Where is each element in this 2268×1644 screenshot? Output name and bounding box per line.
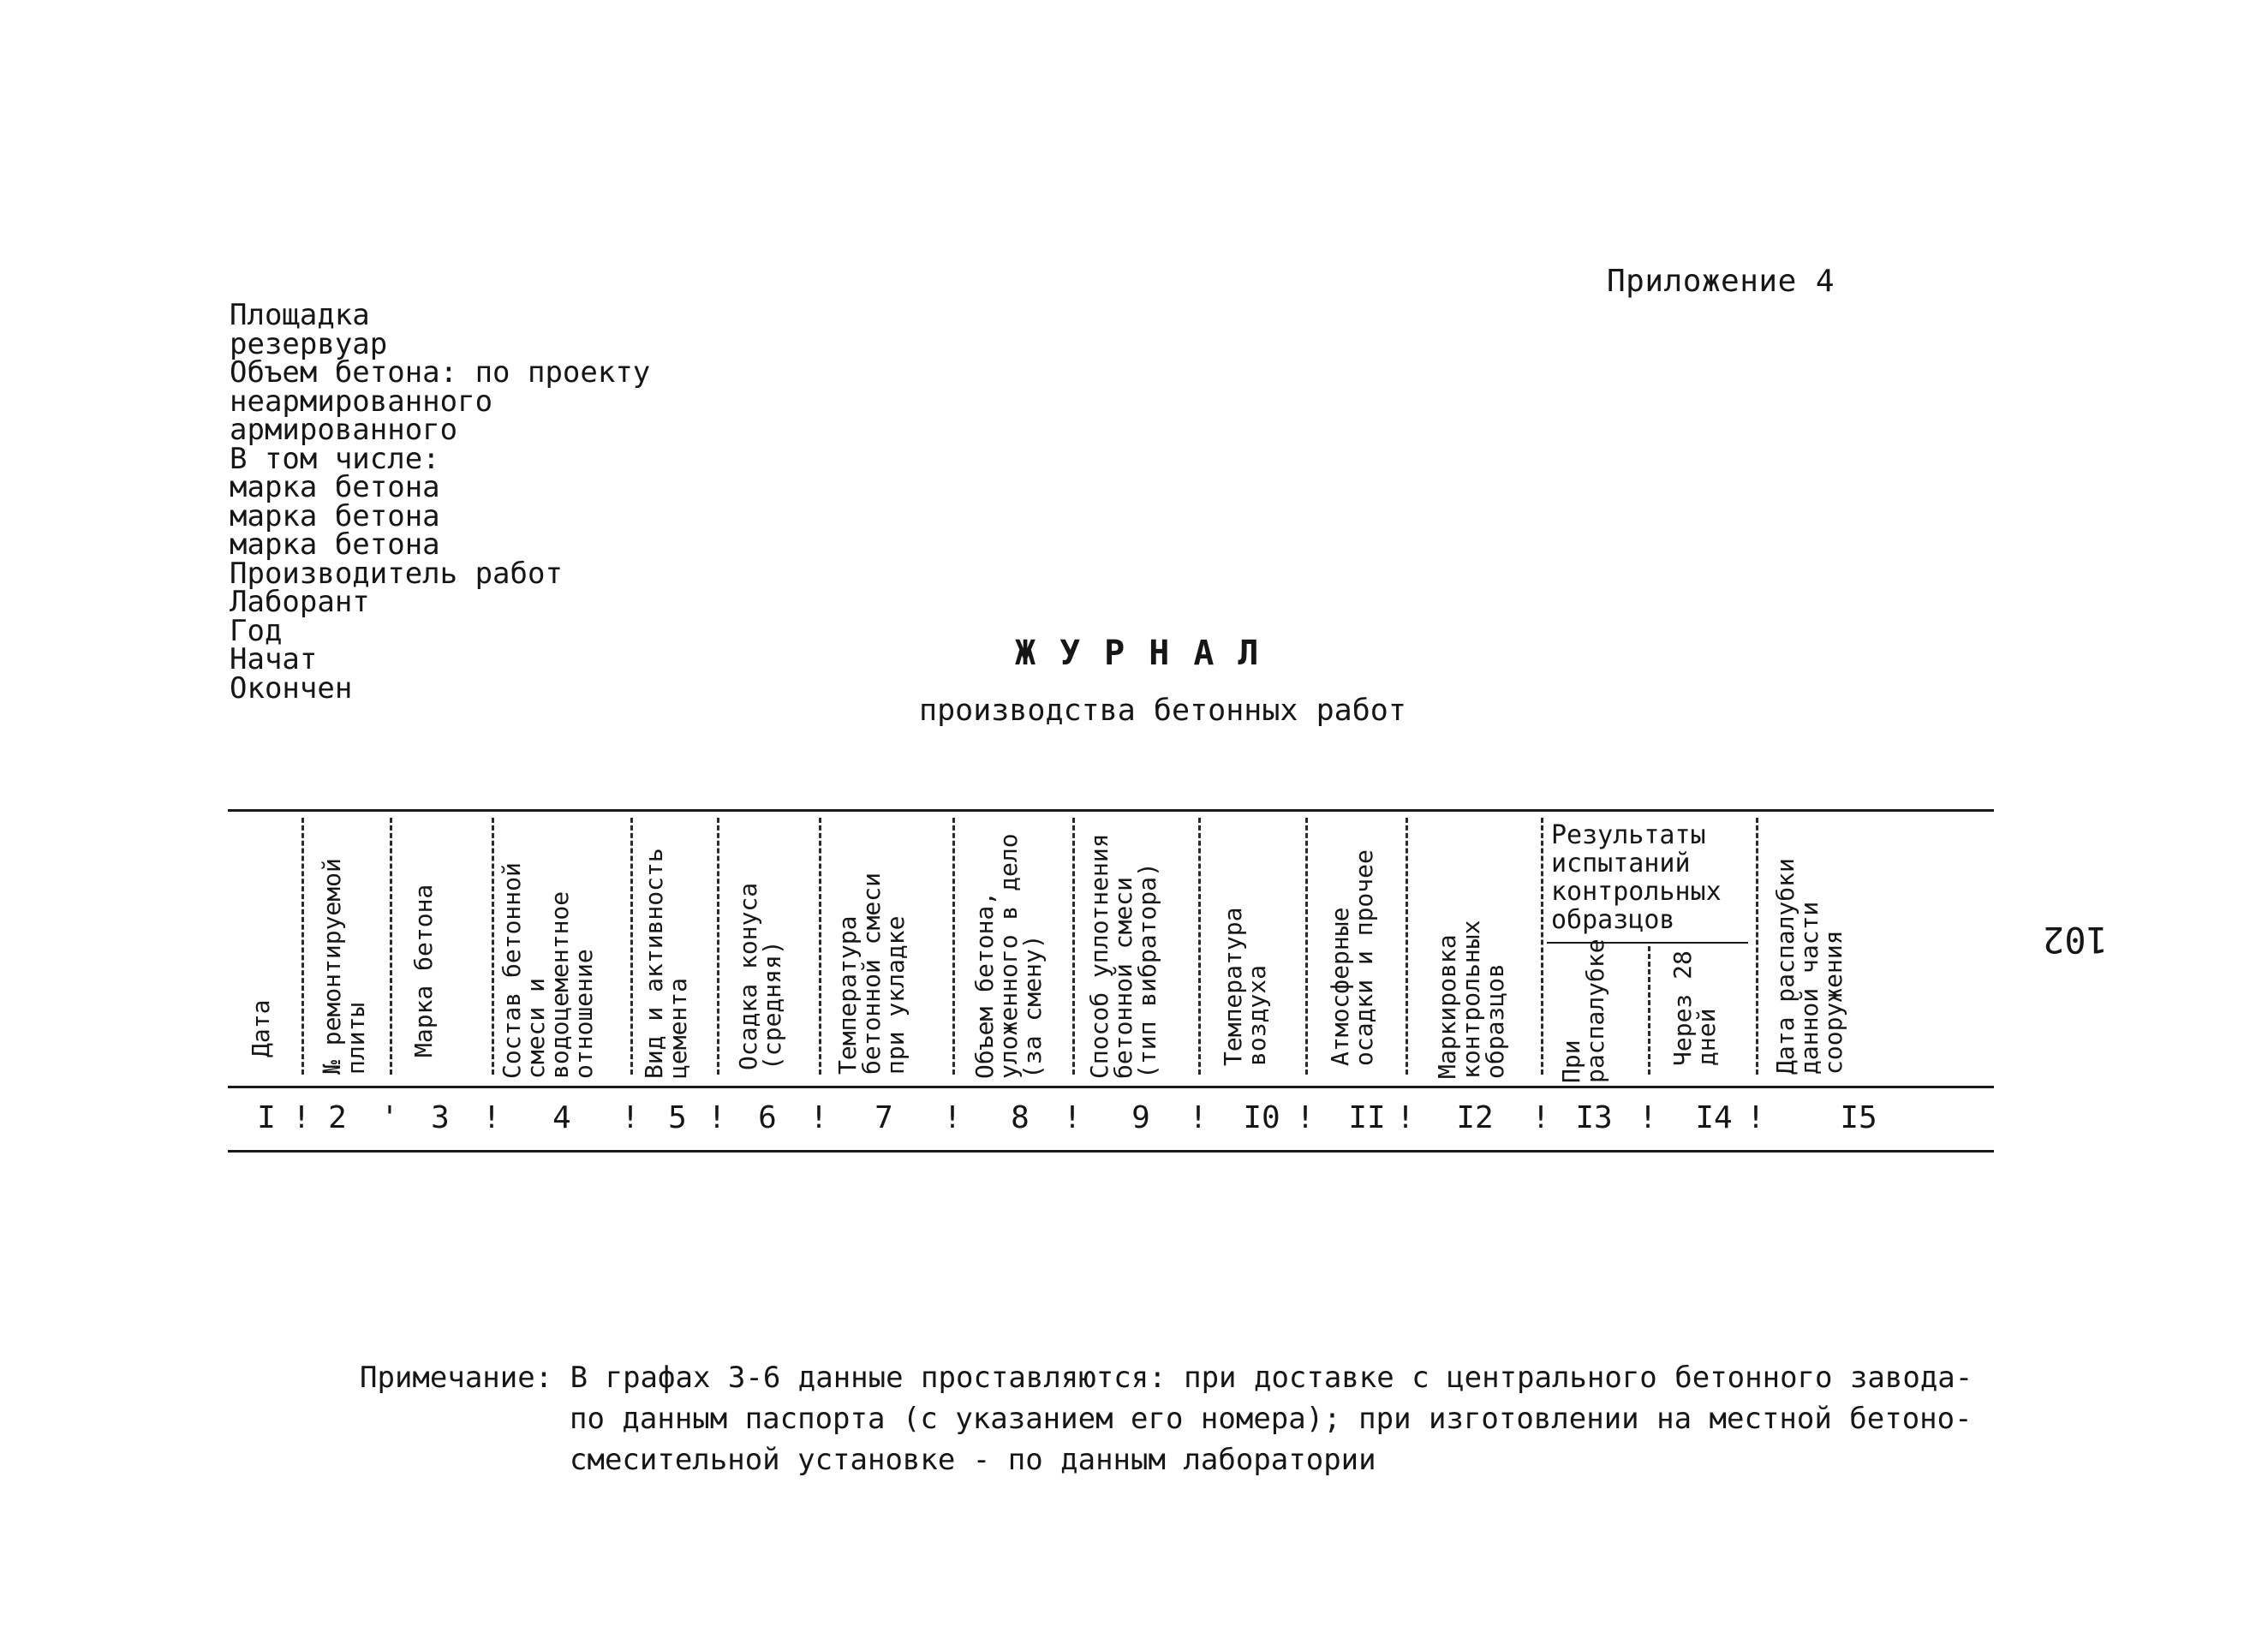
info-line-lab: Лаборант bbox=[230, 585, 370, 619]
info-line-including: В том числе: bbox=[230, 441, 440, 476]
column-number: 4 bbox=[552, 1100, 571, 1135]
column-header-concrete-volume: Объем бетона, уложенного в дело (за смену) bbox=[970, 833, 1047, 1079]
column-number: 6 bbox=[758, 1100, 777, 1135]
footnote-label: Примечание: bbox=[360, 1361, 553, 1395]
column-separator bbox=[819, 818, 821, 1075]
column-number: 9 bbox=[1131, 1100, 1150, 1135]
info-line-grade-2: марка бетона bbox=[230, 498, 440, 533]
number-separator: ! bbox=[292, 1100, 311, 1135]
info-line-grade-3: марка бетона bbox=[230, 527, 440, 562]
info-line-year: Год bbox=[230, 613, 283, 648]
column-separator bbox=[301, 818, 304, 1075]
number-separator: ! bbox=[809, 1100, 828, 1135]
column-header-cement-type: Вид и активность цемента bbox=[640, 848, 692, 1079]
column-separator bbox=[717, 818, 719, 1075]
info-line-unreinforced: неармированного bbox=[230, 384, 493, 419]
column-header-specimen-marking: Маркировка контрольных образцов bbox=[1433, 920, 1509, 1079]
info-line-started: Начат bbox=[230, 642, 318, 676]
footnote-line-2: по данным паспорта (с указанием его номера); при изготовлении на местной бетоно- bbox=[570, 1402, 1973, 1436]
number-separator: ! bbox=[1746, 1100, 1765, 1135]
column-header-after-28-days: Через 28 дней bbox=[1668, 950, 1721, 1066]
info-line-grade-1: марка бетона bbox=[230, 470, 440, 504]
journal-title: ЖУРНАЛ bbox=[1015, 634, 1283, 673]
column-header-cone-slump: Осадка конуса (средняя) bbox=[734, 882, 786, 1070]
column-header-date: Дата bbox=[247, 999, 275, 1057]
info-line-finished: Окончен bbox=[230, 670, 353, 706]
column-header-compaction-method: Способ уплотнения бетонной смеси (тип вибратора) bbox=[1085, 833, 1161, 1079]
column-header-concrete-grade: Марка бетона bbox=[409, 884, 438, 1057]
column-header-at-stripping: При распалубке bbox=[1557, 938, 1609, 1083]
column-separator bbox=[952, 818, 955, 1075]
info-line-volume: Объем бетона: по проекту bbox=[230, 355, 651, 390]
column-separator bbox=[1541, 818, 1543, 1075]
number-separator: ! bbox=[621, 1100, 640, 1135]
group-header-test-results: Результаты испытаний контрольных образцов bbox=[1551, 820, 1722, 935]
footnote-line-3: смесительной установке - по данным лаборатории bbox=[570, 1443, 1376, 1477]
column-number: I0 bbox=[1243, 1100, 1280, 1135]
column-header-mix-temperature: Температура бетонной смеси при укладке bbox=[833, 872, 910, 1075]
column-header-mix-composition: Состав бетонной смеси и водоцементное отношение bbox=[498, 862, 598, 1079]
column-number: I bbox=[257, 1100, 276, 1135]
number-separator: ! bbox=[943, 1100, 962, 1135]
journal-subtitle: производства бетонных работ bbox=[919, 694, 1406, 728]
site-info-block bbox=[230, 298, 651, 706]
number-separator: ! bbox=[1189, 1100, 1208, 1135]
column-number: 5 bbox=[668, 1100, 687, 1135]
column-number: I5 bbox=[1840, 1100, 1877, 1135]
column-separator bbox=[1198, 818, 1201, 1075]
column-number: 2 bbox=[328, 1100, 347, 1135]
table-bottom-rule bbox=[228, 1150, 1994, 1153]
info-line-reservoir: резервуар bbox=[230, 326, 388, 361]
journal-table bbox=[228, 809, 1994, 1160]
column-number: 8 bbox=[1011, 1100, 1030, 1135]
info-line-reinforced: армированного bbox=[230, 413, 458, 447]
info-line-foreman: Производитель работ bbox=[230, 556, 563, 591]
column-number: I2 bbox=[1456, 1100, 1494, 1135]
column-number: I3 bbox=[1575, 1100, 1613, 1135]
column-separator bbox=[630, 818, 633, 1075]
column-header-slab-number: № ремонтируемой плиты bbox=[318, 858, 370, 1075]
header-bottom-rule bbox=[228, 1086, 1994, 1088]
column-separator bbox=[390, 818, 392, 1075]
number-separator: ! bbox=[482, 1100, 501, 1135]
column-separator bbox=[1305, 818, 1308, 1075]
column-separator bbox=[492, 818, 494, 1075]
number-separator: ! bbox=[707, 1100, 726, 1135]
column-separator bbox=[1072, 818, 1075, 1075]
column-number: 3 bbox=[431, 1100, 450, 1135]
group-header-rule bbox=[1547, 942, 1748, 944]
appendix-label: Приложение 4 bbox=[1607, 264, 1835, 299]
number-separator: ! bbox=[1063, 1100, 1082, 1135]
column-separator bbox=[1406, 818, 1408, 1075]
footnote bbox=[360, 1357, 1973, 1480]
column-separator bbox=[1756, 818, 1758, 1075]
number-separator: ! bbox=[1296, 1100, 1315, 1135]
column-header-precipitation: Атмосферные осадки и прочее bbox=[1326, 849, 1378, 1066]
table-top-rule bbox=[228, 809, 1994, 812]
number-separator: ! bbox=[1531, 1100, 1550, 1135]
number-separator: ! bbox=[1638, 1100, 1657, 1135]
page-number: 102 bbox=[2043, 919, 2108, 961]
column-header-air-temperature: Температура воздуха bbox=[1219, 907, 1271, 1066]
footnote-line-1: В графах 3-6 данные проставляются: при доставке с центрального бетонного завода- bbox=[570, 1361, 1973, 1395]
info-line-site: Площадка bbox=[230, 298, 370, 332]
column-separator bbox=[1648, 946, 1650, 1075]
column-number: 7 bbox=[874, 1100, 893, 1135]
column-number: I4 bbox=[1695, 1100, 1733, 1135]
number-separator: ' bbox=[380, 1100, 399, 1135]
column-number: II bbox=[1348, 1100, 1386, 1135]
number-separator: ! bbox=[1396, 1100, 1415, 1135]
column-header-stripping-date: Дата распалубки данной части сооружения bbox=[1771, 858, 1847, 1075]
